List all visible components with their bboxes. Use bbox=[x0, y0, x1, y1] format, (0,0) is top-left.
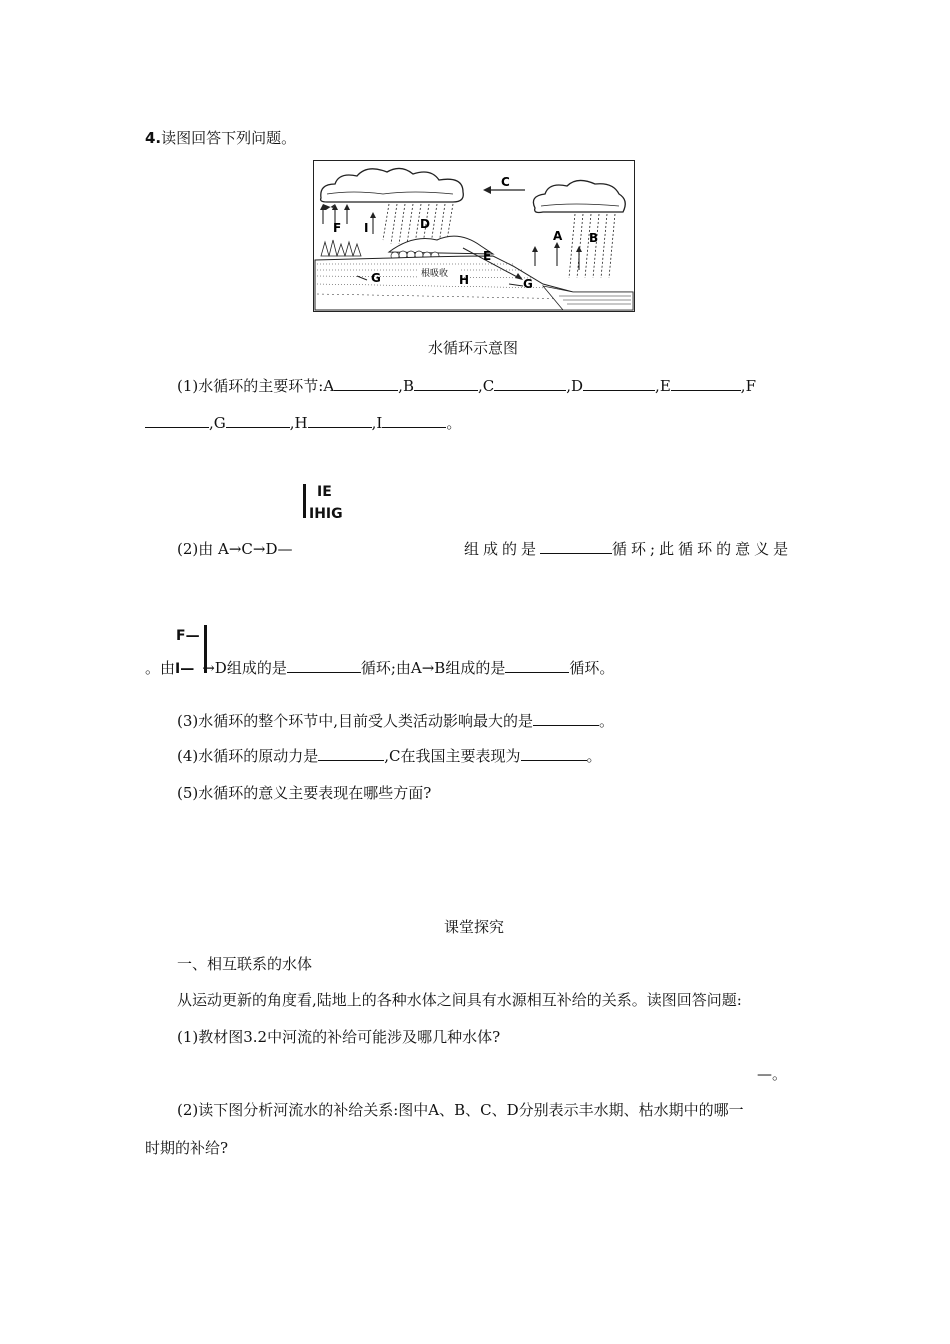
question-heading bbox=[145, 128, 296, 148]
section-q1: (1)教材图3.2中河流的补给可能涉及哪几种水体? bbox=[177, 1028, 501, 1046]
label-G-left: G bbox=[371, 271, 381, 285]
blank-G[interactable] bbox=[226, 413, 290, 428]
q4-part2-line2: 。由I— →D组成的是 循环;由A→B组成的是 循环。 bbox=[145, 659, 615, 677]
section-q2-line2: 时期的补给? bbox=[145, 1139, 229, 1157]
label-D: D bbox=[420, 217, 430, 231]
water-cycle-diagram bbox=[313, 160, 635, 312]
label-B: B bbox=[589, 231, 599, 245]
q4-part1-line1: (1)水循环的主要环节:A ,B ,C ,D ,E ,F bbox=[177, 377, 756, 395]
label-root-absorb: 根吸收 bbox=[421, 269, 449, 279]
blank-driving-force[interactable] bbox=[318, 746, 384, 761]
q4-part4: (4)水循环的原动力是 ,C在我国主要表现为 。 bbox=[177, 747, 602, 765]
blank-B[interactable] bbox=[414, 376, 478, 391]
blank-human-impact[interactable] bbox=[533, 711, 599, 726]
q4-part2-line1-right: 组成的是 循环;此循环的意义是 bbox=[464, 540, 793, 558]
blank-loop-2[interactable] bbox=[287, 658, 361, 673]
figure-caption: 水循环示意图 bbox=[428, 339, 519, 357]
section-title: 课堂探究 bbox=[444, 918, 505, 936]
blank-loop-3[interactable] bbox=[505, 658, 569, 673]
label-A: A bbox=[553, 229, 563, 243]
label-E: E bbox=[483, 249, 492, 263]
blank-loop-1[interactable] bbox=[540, 539, 612, 554]
q4-part3: (3)水循环的整个环节中,目前受人类活动影响最大的是 。 bbox=[177, 712, 615, 730]
label-I: I bbox=[364, 221, 369, 235]
label-G-right: G bbox=[523, 277, 533, 291]
blank-H[interactable] bbox=[308, 413, 372, 428]
q4-part1-line2: ,G ,H ,I 。 bbox=[145, 413, 461, 433]
p2b-bracket-top: F— bbox=[176, 628, 200, 644]
label-H: H bbox=[459, 273, 470, 287]
blank-C-china[interactable] bbox=[521, 746, 587, 761]
label-F: F bbox=[333, 221, 342, 235]
blank-C[interactable] bbox=[494, 376, 566, 391]
question-prompt: 读图回答下列问题。 bbox=[161, 129, 297, 147]
section-subtitle: 一、相互联系的水体 bbox=[177, 955, 313, 973]
blank-I[interactable] bbox=[382, 413, 446, 428]
blank-D[interactable] bbox=[583, 376, 655, 391]
section-intro: 从运动更新的角度看,陆地上的各种水体之间具有水源相互补给的关系。读图回答问题: bbox=[177, 991, 742, 1009]
blank-F[interactable] bbox=[145, 413, 209, 428]
blank-A[interactable] bbox=[334, 376, 398, 391]
q4-part2-line1: (2)由 A→C→D— bbox=[177, 540, 293, 558]
label-C: C bbox=[501, 175, 510, 189]
p2-bracket: IE IHIG bbox=[303, 482, 332, 502]
section-q2-line1: (2)读下图分析河流水的补给关系:图中A、B、C、D分别表示丰水期、枯水期中的哪一 bbox=[177, 1101, 744, 1119]
blank-E[interactable] bbox=[671, 376, 741, 391]
question-number: 4. bbox=[145, 129, 162, 147]
section-q1-end: —。 bbox=[757, 1065, 788, 1083]
q4-part5: (5)水循环的意义主要表现在哪些方面? bbox=[177, 784, 432, 802]
